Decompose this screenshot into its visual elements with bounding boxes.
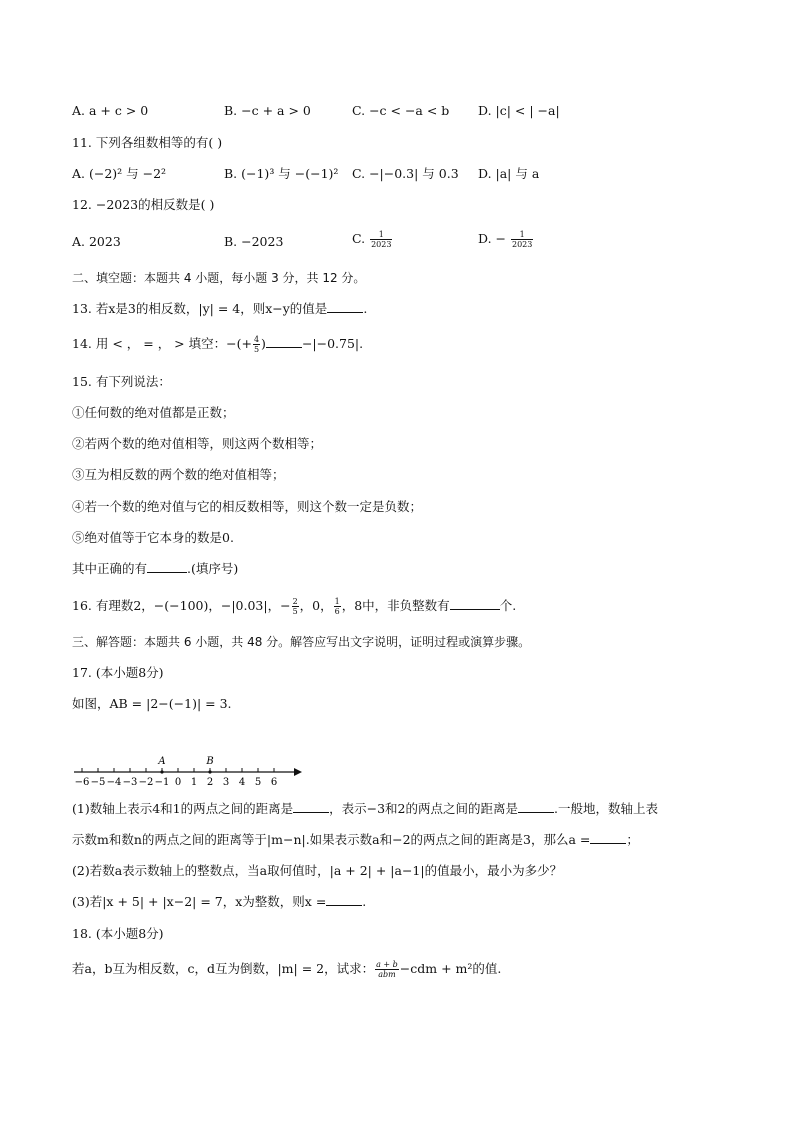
q15-item-3: ③互为相反数的两个数的绝对值相等；: [72, 467, 285, 482]
number-line-tick-label: 0: [174, 777, 182, 788]
q12-option-c-prefix: C.: [352, 231, 366, 246]
q17-p3-end: .: [362, 894, 367, 909]
number-line: [72, 754, 304, 788]
point-a-label: A: [158, 756, 166, 767]
q14: [72, 335, 363, 354]
q17-intro: 如图，AB = |2−(−1)| = 3.: [72, 696, 232, 711]
q12-option-a: A. 2023: [72, 234, 121, 249]
q11-option-d: D. |a| 与 a: [478, 166, 540, 181]
q15-item-1: ①任何数的绝对值都是正数；: [72, 405, 235, 420]
number-line-tick-label: 4: [238, 777, 246, 788]
q17-p1-text-d: 示数m和数n的两点之间的距离等于|m−n|.如果表示数a和−2的两点之间的距离是3，那么a =: [72, 832, 591, 847]
q18-suffix: −cdm + m²的值.: [399, 961, 502, 976]
q12-option-d-fraction: [511, 230, 533, 249]
q14-mid: ): [261, 336, 266, 351]
q17-p1-text-c: .一般地，数轴上表: [554, 801, 658, 816]
section-2-title: 二、填空题：本题共 4 小题，每小题 3 分，共 12 分。: [72, 271, 366, 285]
q17-head: 17. (本小题8分): [72, 665, 164, 680]
q12-option-d-prefix: D. −: [478, 231, 506, 246]
q16: [72, 597, 516, 616]
fraction-numerator: 1: [370, 230, 392, 240]
answer-blank: [327, 300, 363, 313]
q11-option-c: C. −|−0.3| 与 0.3: [352, 166, 459, 181]
q18-head: 18. (本小题8分): [72, 926, 164, 941]
q18: [72, 960, 501, 979]
number-line-tick-label: −3: [122, 777, 138, 788]
fraction-numerator: 1: [511, 230, 533, 240]
q16-prefix: 16. 有理数2，−(−100)，−|0.03|，−: [72, 598, 291, 613]
answer-blank: [147, 560, 187, 573]
q15-stem: 15. 有下列说法：: [72, 374, 171, 389]
number-line-tick-label: 5: [254, 777, 262, 788]
q16-fraction-1: [292, 597, 299, 616]
answer-blank: [266, 335, 302, 348]
q15-item-4: ④若一个数的绝对值与它的相反数相等，则这个数一定是负数；: [72, 499, 423, 514]
number-line-tick-label: −2: [138, 777, 154, 788]
number-line-point: [208, 770, 211, 773]
q11-option-b: B. (−1)³ 与 −(−1)²: [224, 166, 339, 181]
number-line-tick-label: −1: [154, 777, 170, 788]
answer-blank: [590, 831, 626, 844]
q17-part3: [72, 893, 366, 911]
q15-answer-suffix: .(填序号): [187, 561, 239, 576]
fraction-denominator: 2023: [371, 240, 392, 249]
q11-stem: 11. 下列各组数相等的有( ): [72, 135, 223, 150]
q13: [72, 300, 367, 318]
point-b-label: B: [206, 756, 214, 767]
q14-prefix: 14. 用 < ， = ， > 填空：−(+: [72, 336, 252, 351]
fraction-denominator: abm: [378, 970, 396, 979]
q12-stem: 12. −2023的相反数是( ): [72, 197, 215, 212]
q16-fraction-2: [334, 597, 341, 616]
q10-option-c: C. −c < −a < b: [352, 103, 450, 118]
answer-blank: [326, 893, 362, 906]
number-line-tick-label: 3: [222, 777, 230, 788]
q17-part1-line2: [72, 831, 639, 849]
fraction-denominator: 2023: [511, 240, 533, 249]
number-line-arrow-icon: [294, 768, 302, 776]
number-line-tick-label: −4: [106, 777, 122, 788]
fraction-denominator: 5: [253, 345, 260, 354]
q16-end: 个.: [499, 598, 517, 613]
q17-p1-text-b: ，表示−3和2的两点之间的距离是: [329, 801, 519, 816]
q14-suffix: −|−0.75|.: [301, 336, 364, 351]
section-3-title: 三、解答题：本题共 6 小题，共 48 分。解答应写出文字说明，证明过程或演算步骤。: [72, 635, 531, 649]
q13-end: .: [363, 301, 368, 316]
q15-item-5: ⑤绝对值等于它本身的数是0.: [72, 530, 234, 545]
q17-p1-text-a: (1)数轴上表示4和1的两点之间的距离是: [72, 801, 294, 816]
q17-part1-line1: [72, 800, 658, 818]
q18-fraction: [375, 960, 399, 979]
q10-option-a: A. a + c > 0: [72, 103, 149, 118]
q12-option-c-fraction: [370, 230, 392, 249]
q17-p1-text-e: ；: [626, 832, 639, 847]
number-line-tick-label: 2: [206, 777, 214, 788]
q18-prefix: 若a，b互为相反数，c，d互为倒数，|m| = 2，试求：: [72, 961, 375, 976]
fraction-denominator: 5: [292, 607, 298, 616]
q15-answer-prefix: 其中正确的有: [72, 561, 148, 576]
q14-fraction: [253, 335, 260, 354]
answer-blank: [293, 800, 329, 813]
q17-p3-text: (3)若|x + 5| + |x−2| = 7，x为整数，则x =: [72, 894, 327, 909]
q12-option-c: [352, 230, 393, 249]
number-line-tick-label: −6: [74, 777, 90, 788]
q12-option-d: [478, 230, 534, 249]
fraction-numerator: 2: [292, 597, 298, 606]
q12-option-b: B. −2023: [224, 234, 284, 249]
number-line-tick-label: −5: [90, 777, 106, 788]
fraction-denominator: 6: [334, 607, 340, 616]
fraction-numerator: 4: [253, 335, 260, 344]
fraction-numerator: a + b: [376, 960, 398, 969]
q16-mid: ，0，: [299, 598, 333, 613]
answer-blank: [518, 800, 554, 813]
q11-option-a: A. (−2)² 与 −2²: [72, 166, 167, 181]
number-line-tick-label: 1: [190, 777, 198, 788]
q13-text: 13. 若x是3的相反数，|y| = 4，则x−y的值是: [72, 301, 328, 316]
number-line-point: [160, 770, 163, 773]
q16-suffix: ，8中，非负整数有: [341, 598, 450, 613]
q10-option-d: D. |c| < | −a|: [478, 103, 560, 118]
answer-blank: [450, 597, 500, 610]
q10-option-b: B. −c + a > 0: [224, 103, 311, 118]
number-line-tick-label: 6: [270, 777, 278, 788]
q15-item-2: ②若两个数的绝对值相等，则这两个数相等；: [72, 436, 323, 451]
q17-part2: (2)若数a表示数轴上的整数点，当a取何值时，|a + 2| + |a−1|的值最小，最小为多少？: [72, 863, 563, 878]
fraction-numerator: 1: [334, 597, 340, 606]
q15-answer: [72, 560, 238, 578]
